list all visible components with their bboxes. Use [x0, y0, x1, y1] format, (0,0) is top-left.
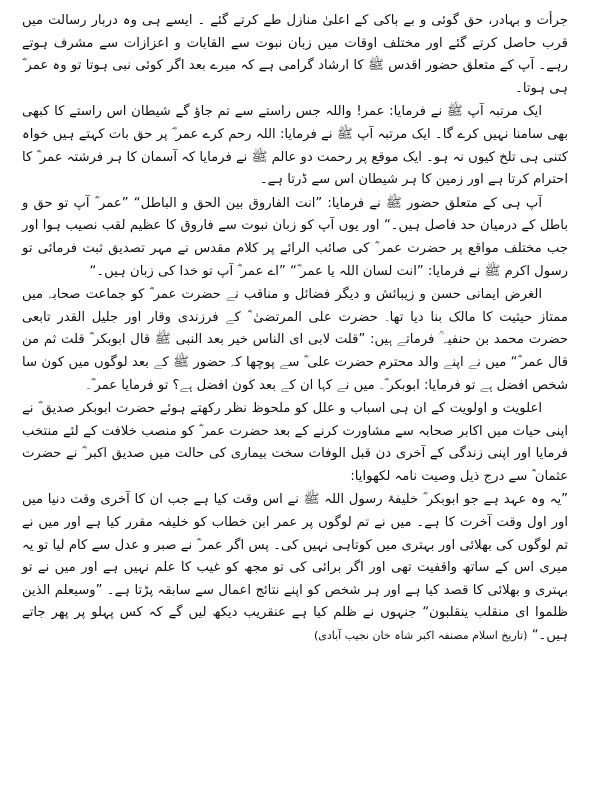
paragraph-3: آپ ہی کے متعلق حضور ﷺ نے فرمایا: ”انت الفاروق بین الحق و الباطل“ ”عمر ؓ آپ تو حق و باطل کے درمیان حد فاصل ہیں۔“ اور یوں آپ کو زبان نبوت سے فاروق کا عظیم لقب نصیب ہوا اور جب مختلف مواقع پر حضرت عمر ؓ کی صائب الرائے پر کلام مقدس نے مہر تصدیق ثبت فرمائی تو رسول اکرم ﷺ نے فرمایا: ”انت لسان اللہ یا عمر ؓ“ ”اے عمر ؓ آپ تو خدا کی زبان ہیں۔“: [22, 195, 568, 279]
paragraph-2: ایک مرتبہ آپ ﷺ نے فرمایا: عمر! واللہ جس راستے سے تم جاؤ گے شیطان اس راستے کا کبھی بھی سامنا نہیں کرے گا۔ ایک مرتبہ آپ ﷺ نے فرمایا: اللہ رحم کرے عمر ؓ پر حق بات کہتے ہیں خواہ کتنی ہی تلخ کیوں نہ ہو۔ ایک موقع پر رحمت دو عالم ﷺ نے فرمایا کہ آسمان کا ہر فرشتہ عمر ؓ کا احترام کرتا ہے اور زمین کا ہر شیطان اس سے ڈرتا ہے۔: [22, 104, 568, 188]
will-quote-text: ”یہ وہ عہد ہے جو ابوبکر ؓ خلیفۂ رسول اللہ ﷺ نے اس وقت کیا ہے جب ان کا آخری وقت دنیا میں اور اول وقت آخرت کا ہے۔ میں نے تم لوگوں پر عمر ابن خطاب کو خلیفہ مقرر کیا ہے اور میں نے تم لوگوں کی بھلائی اور بہتری میں کوتاہی نہیں کی۔ پس اگر عمر ؓ نے صبر و عدل سے کام لیا تو یہ میری اس کے ساتھ واقفیت تھی اور اگر برائی کی تو مجھ کو غیب کا علم نہیں ہے اور میں نے تو بہتری و بھلائی کا قصد کیا ہے اور ہر شخص کو اپنے نتائج اعمال سے سابقہ پڑتا ہے۔ ”وسیعلم الذین ظلموا ای منقلب ینقلبون“ جنہوں نے ظلم کیا ہے عنقریب دیکھ لیں گے کہ کس پہلو پر پھر جاتے ہیں۔“: [22, 492, 568, 644]
source-citation: (تاریخ اسلام مصنفہ اکبر شاہ خان نجیب آبادی): [313, 629, 528, 643]
paragraph-1: جرأت و بہادر، حق گوئی و بے باکی کے اعلیٰ منازل طے کرتے گئے ۔ ایسے ہی وہ دربار رسالت میں قرب حاصل کرتے گئے اور مختلف اوقات میں زبان نبوت سے القابات و اعزازات سے مشرف ہوتے رہے۔ آپ کے متعلق حضور اقدس ﷺ کا ارشاد گرامی ہے کہ میرے بعد اگر کوئی نبی ہوتا تو وہ عمر ؓ ہی ہوتا۔: [22, 13, 568, 96]
paragraph-5: اعلویت و اولویت کے ان ہی اسباب و علل کو ملحوظ نظر رکھتے ہوئے حضرت ابوبکر صدیق ؓ نے اپنی حیات میں اکابر صحابہ سے مشاورت کرنے کے بعد حضرت عمر ؓ کو منصب خلافت کے لئے منتخب فرمایا اور اپنی زندگی کے آخری دن قبل الوفات سخت بیماری کی حالت میں صدیق اکبر ؓ نے حضرت عثمان ؓ سے درج ذیل وصیت نامہ لکھوایا:: [22, 401, 568, 484]
paragraph-4: الغرض ایمانی حسن و زیبائش و دیگر فضائل و مناقب نے حضرت عمر ؓ کو جماعت صحابہ میں ممتاز حیثیت کا مالک بنا دیا تھا۔ حضرت علی المرتضیٰ ؓ کے فرزندی وقار اور جلیل القدر تابعی حضرت محمد بن حنفیہ ؒ فرماتے ہیں: ”قلت لابی ای الناس خیر بعد النبی ﷺ قال ابوبکر ؓ قلت ثم من قال عمر ؓ“ میں نے اپنے والد محترم حضرت علی ؓ سے پوچھا کہ حضور ﷺ کے بعد لوگوں میں کون سا شخص افضل ہے تو فرمایا: ابوبکر ؓ۔ میں نے کہا ان کے بعد کون افضل ہے؟ تو فرمایا عمر ؓ۔: [22, 287, 568, 393]
will-quote: [22, 489, 568, 647]
